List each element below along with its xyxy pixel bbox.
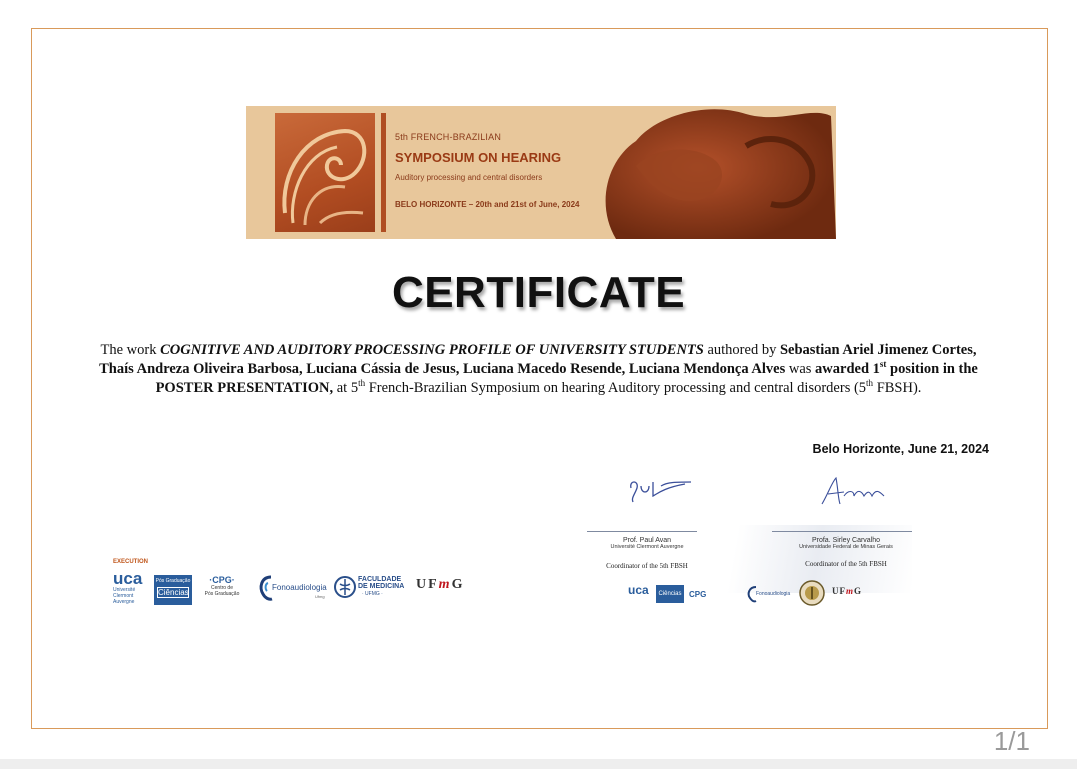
- banner-divider: [381, 113, 386, 232]
- award-position: position in the POSTER PRESENTATION,: [155, 361, 978, 396]
- faculdade-medicina-line2: DE MEDICINA: [358, 583, 405, 590]
- ciencias-logo-text: Ciências: [158, 588, 189, 597]
- ufmg-logo-text-b: G: [451, 577, 465, 592]
- viewer-bottom-bar: [0, 759, 1077, 769]
- page-indicator: 1/1: [993, 726, 1030, 756]
- ufmg-logo-small-m: m: [846, 586, 855, 596]
- ufmg-logo-text-m: m: [438, 577, 452, 592]
- cpg-logo-sub1: Centro de: [211, 585, 233, 591]
- fonoaudiologia-logo-sub: Ufmg: [315, 594, 325, 599]
- author-list: Sebastian Ariel Jimenez Cortes, Thaís Andreza Oliveira Barbosa, Luciana Cássia de Jesus, Luciana Macedo Resende, Luciana Mendonça Alves: [99, 342, 977, 377]
- sculpture-graphic: [596, 106, 836, 239]
- fonoaudiologia-logo: [257, 574, 327, 604]
- signature-line-right: [772, 531, 912, 532]
- signature-line-left: [587, 531, 697, 532]
- signatory-2-role: Coordinator of the 5th FBSH: [805, 560, 887, 568]
- cpg-logo-text: ·CPG·: [209, 575, 235, 585]
- ufmg-logo-small-b: G: [854, 586, 863, 596]
- symposium-banner: [246, 106, 836, 239]
- ciencias-logo: [154, 575, 192, 605]
- signatory-2: [782, 537, 910, 550]
- ufmg-logo-small-a: UF: [832, 586, 846, 596]
- uca-logo-small: uca: [628, 583, 649, 597]
- cpg-logo-small: CPG: [689, 590, 707, 599]
- body-text-5: French-Brazilian Symposium on hearing Auditory processing and central disorders (5: [365, 380, 867, 396]
- award-text: awarded 1: [815, 361, 880, 377]
- body-text-1: The work: [100, 342, 161, 358]
- place-and-date: Belo Horizonte, June 21, 2024: [812, 442, 989, 456]
- signatory-2-affiliation: Universidade Federal de Minas Gerais: [799, 544, 893, 550]
- body-text-3: was: [785, 361, 816, 377]
- ear-shell-graphic: [275, 113, 375, 232]
- work-title: COGNITIVE AND AUDITORY PROCESSING PROFILE OF UNIVERSITY STUDENTS: [160, 342, 704, 358]
- cpg-logo: [202, 575, 242, 597]
- medicine-seal-icon: [799, 580, 825, 606]
- uca-logo: [113, 571, 145, 605]
- certificate-body: [88, 341, 989, 398]
- banner-title: SYMPOSIUM ON HEARING: [395, 150, 562, 165]
- fonoaudiologia-logo-text: Fonoaudiologia: [272, 583, 327, 592]
- uca-logo-subtitle: Université Clermont Auvergne: [113, 587, 136, 605]
- faculdade-medicina-line3: · UFMG ·: [362, 591, 383, 597]
- ciencias-logo-top: Pós Graduação: [155, 578, 191, 584]
- banner-edition: 5th FRENCH-BRAZILIAN: [395, 132, 502, 142]
- medicine-crest-icon: [334, 575, 356, 599]
- cpg-logo-sub2: Pós Graduação: [204, 591, 240, 597]
- body-text-6: FBSH).: [873, 380, 922, 396]
- signature-sirley-carvalho: [818, 474, 890, 508]
- signatory-1-role: Coordinator of the 5th FBSH: [606, 562, 688, 570]
- banner-subtitle: Auditory processing and central disorders: [395, 173, 543, 182]
- fonoaudiologia-logo-small-text: Fonoaudiologia: [756, 591, 791, 597]
- faculdade-medicina-logo: [334, 574, 406, 602]
- ufmg-logo-small: [832, 586, 862, 596]
- ordinal-suffix: st: [879, 359, 887, 370]
- certificate-title: CERTIFICATE: [391, 268, 686, 317]
- banner-location-date: BELO HORIZONTE – 20th and 21st of June, 2024: [395, 200, 580, 209]
- uca-logo-text: uca: [113, 569, 143, 588]
- ciencias-logo-small: Ciências: [656, 585, 684, 603]
- execution-label: EXECUTION: [113, 559, 149, 565]
- signatory-1: [587, 537, 707, 550]
- ufmg-logo: [416, 577, 464, 593]
- ufmg-logo-text-a: UF: [416, 577, 439, 592]
- signatory-2-name: Profa. Sirley Carvalho: [811, 537, 881, 544]
- faculdade-medicina-line1: FACULDADE: [358, 576, 402, 583]
- ordinal-suffix: th: [866, 378, 874, 389]
- signature-paul-avan: [625, 476, 695, 506]
- body-text-2: authored by: [703, 342, 780, 358]
- signatory-1-name: Prof. Paul Avan: [622, 537, 672, 544]
- signatory-1-affiliation: Université Clermont Auvergne: [610, 544, 684, 550]
- body-text-4: at 5: [333, 380, 359, 396]
- ordinal-suffix: th: [358, 378, 366, 389]
